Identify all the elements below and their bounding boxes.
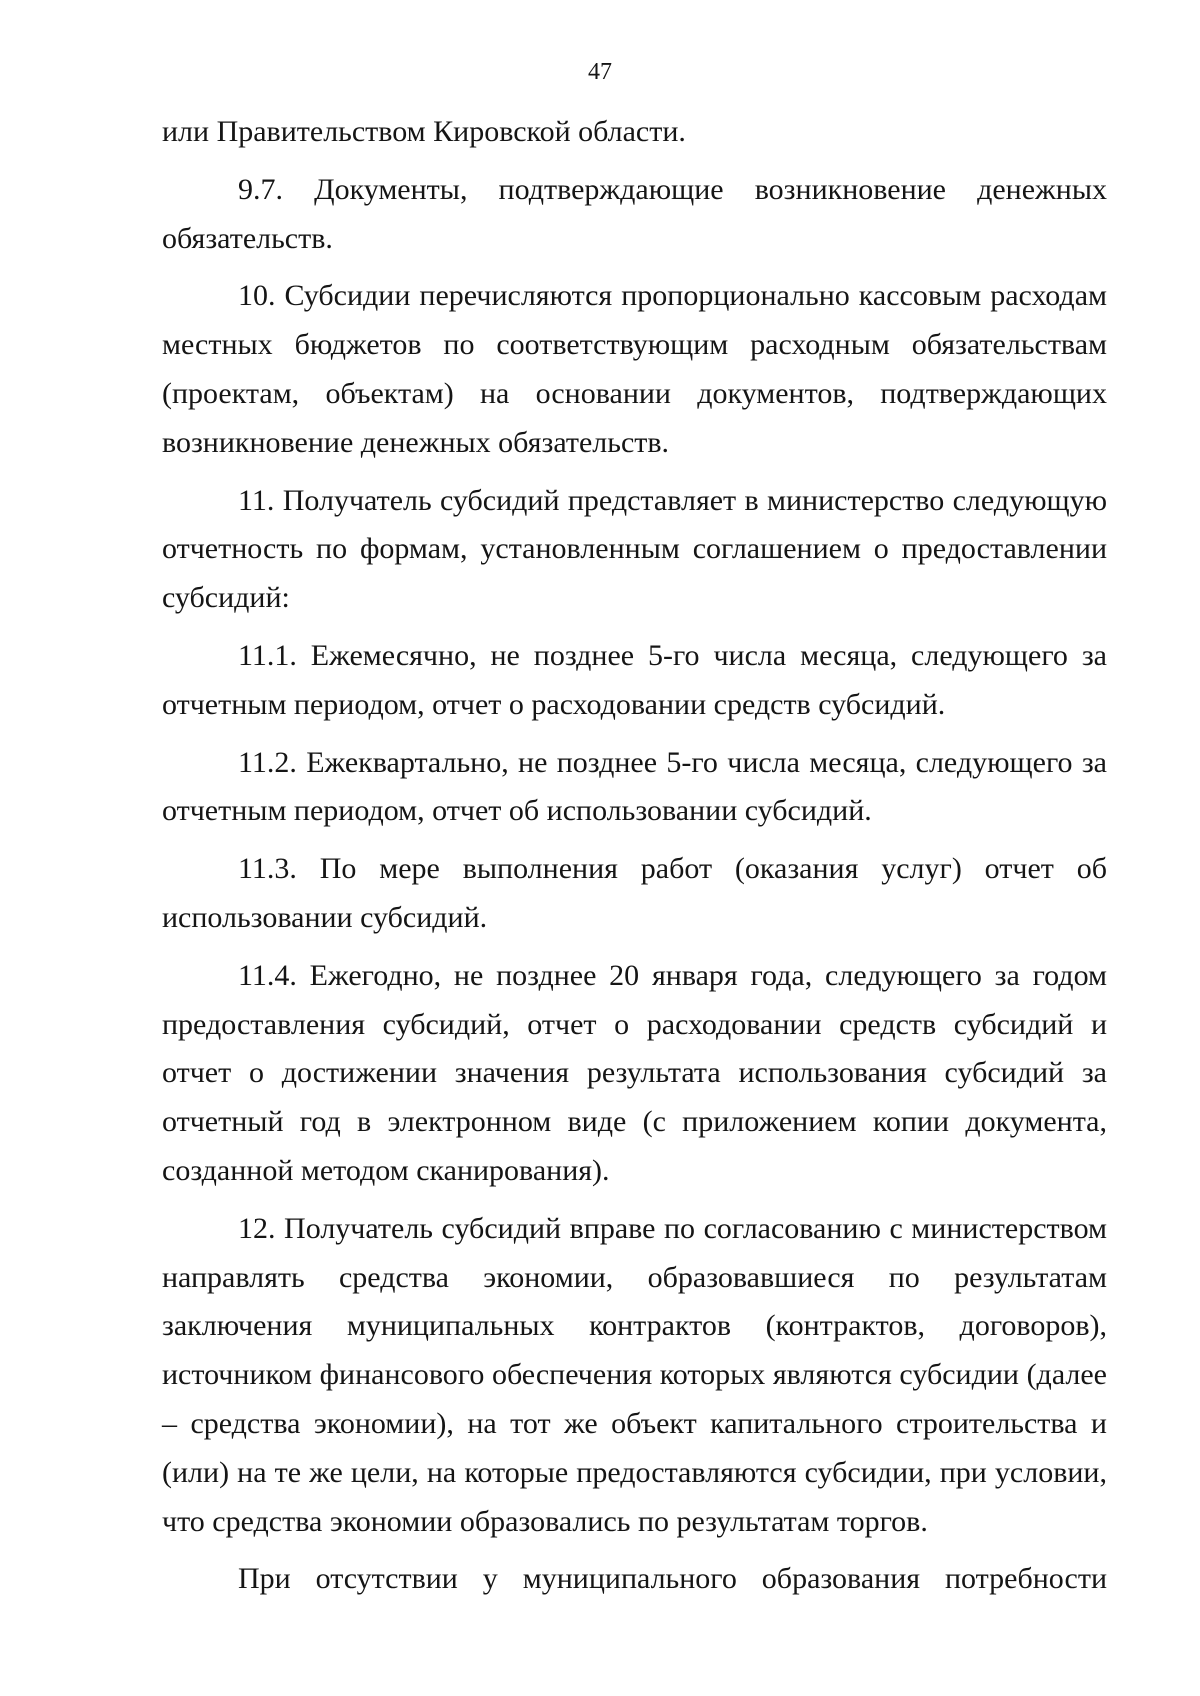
paragraph-11-3: 11.3. По мере выполнения работ (оказания услуг) отчет об использовании субсидий.	[162, 852, 1107, 934]
document-body	[162, 108, 1107, 1604]
paragraph-continuation: или Правительством Кировской области.	[162, 115, 686, 148]
paragraph-11-1: 11.1. Ежемесячно, не позднее 5-го числа месяца, следующего за отчетным периодом, отчет о расходовании средств субсидий.	[162, 638, 1107, 721]
paragraph-9-7: 9.7. Документы, подтверждающие возникновение денежных обязательств.	[162, 172, 1107, 255]
paragraph-10: 10. Субсидии перечисляются пропорционально кассовым расходам местных бюджетов по соответствующим расходным обязательствам (проектам, объектам) на основании документов, подтверждающих возникновение денежных обязательств.	[162, 279, 1107, 459]
paragraph-final-fragment: При отсутствии у муниципального образования потребности	[238, 1562, 1107, 1596]
paragraph-12: 12. Получатель субсидий вправе по согласованию с министерством направлять средства экономии, образовавшиеся по результатам заключения муниципальных контрактов (контрактов, договоров), источником финансового обеспечения которых являются субсидии (далее – средства экономии), на тот же объект капитального строительства и (или) на те же цели, на которые предоставляются субсидии, при условии, что средства экономии образовались по результатам торгов.	[162, 1211, 1107, 1538]
page-number: 47	[588, 59, 612, 85]
paragraph-11: 11. Получатель субсидий представляет в министерство следующую отчетность по формам, установленным соглашением о предоставлении субсидий:	[162, 483, 1107, 615]
paragraph-11-2: 11.2. Ежеквартально, не позднее 5-го числа месяца, следующего за отчетным периодом, отчет об использовании субсидий.	[162, 745, 1107, 828]
paragraph-11-4: 11.4. Ежегодно, не позднее 20 января года, следующего за годом предоставления субсидий, отчет о расходовании средств субсидий и отчет о достижении значения результата использования субсидий за отчетный год в электронном виде (с приложением копии документа, созданной методом сканирования).	[162, 958, 1107, 1187]
